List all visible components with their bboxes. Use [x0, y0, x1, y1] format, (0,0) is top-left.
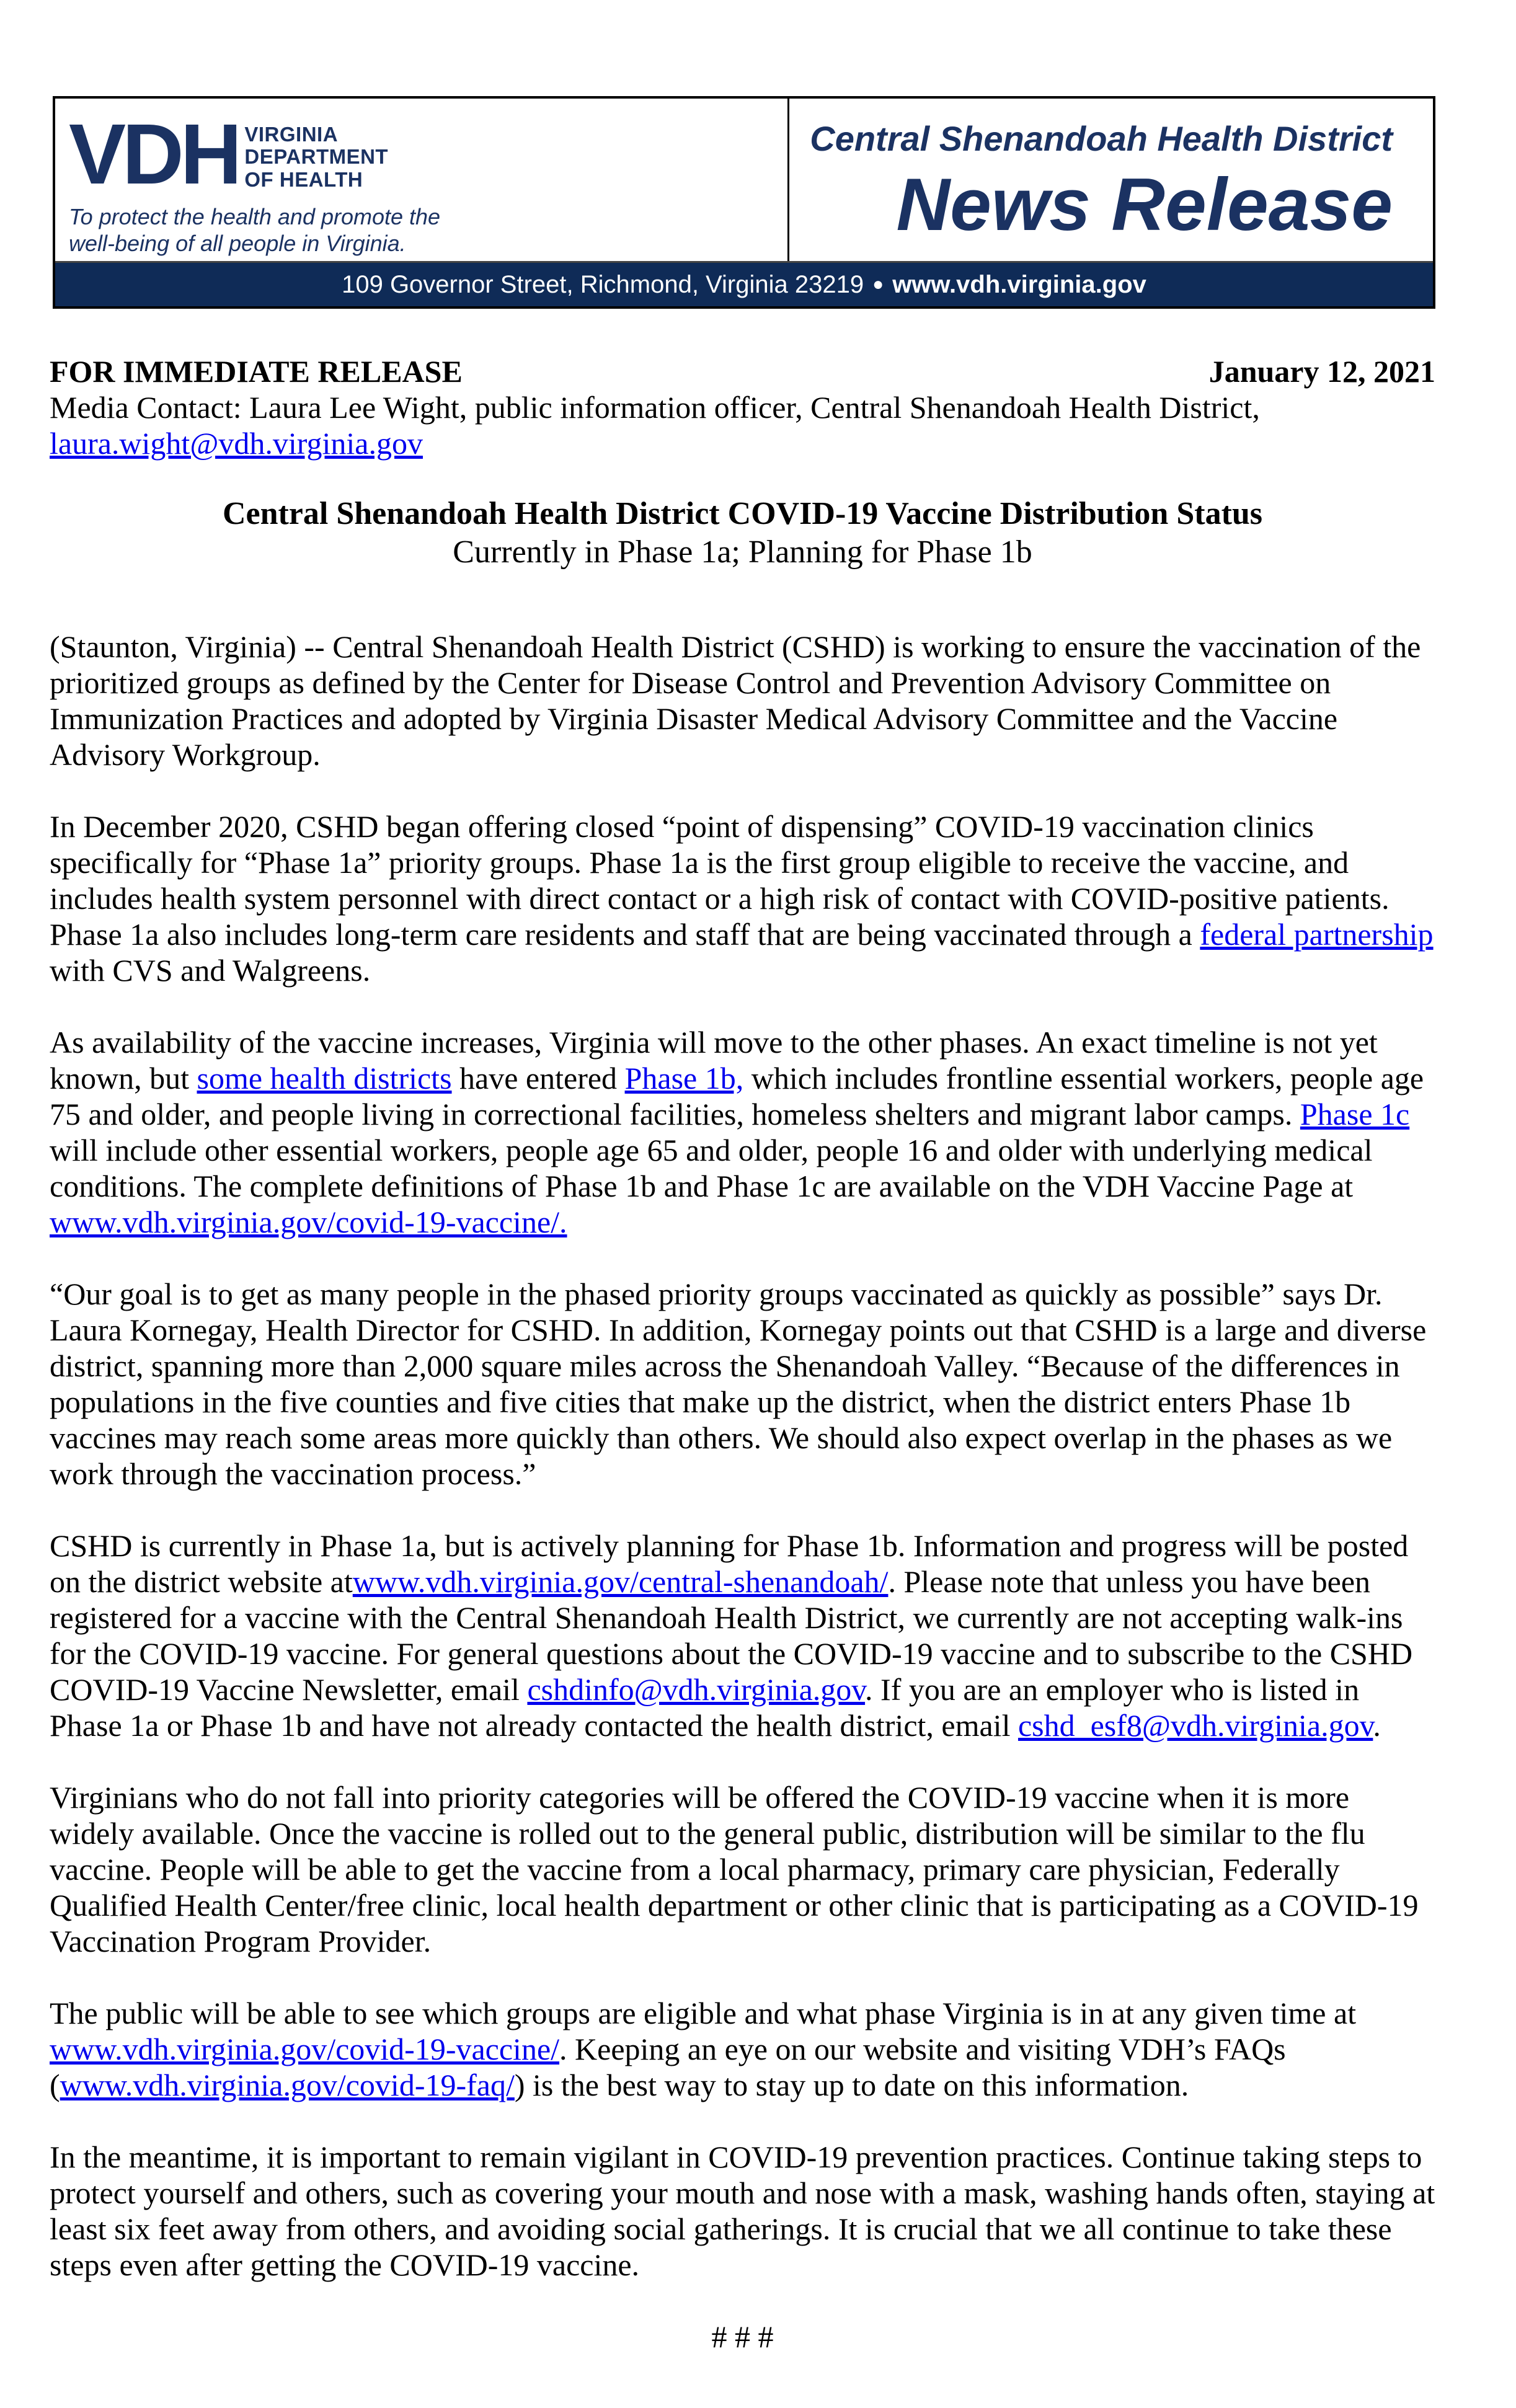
- paragraph-text: As availability of the vaccine increases, Virginia will move to the other phases. An exact timeline is not yet known, but: [50, 1025, 1378, 1096]
- vdh-logo-block: [55, 99, 789, 261]
- org-line-3: OF HEALTH: [244, 167, 363, 191]
- letterhead: [53, 96, 1435, 309]
- paragraph-text: In the meantime, it is important to remain vigilant in COVID-19 prevention practices. Continue taking steps to protect yourself and others, such as covering your mouth and nose with a mask, washing hands often, staying at least six feet away from others, and avoiding social gatherings. It is crucial that we all continue to take these steps even after getting the COVID-19 vaccine.: [50, 2140, 1435, 2282]
- release-content: [50, 353, 1435, 2355]
- paragraph-text: (Staunton, Virginia) -- Central Shenandoah Health District (CSHD) is working to ensure the vaccination of the prioritized groups as defined by the Center for Disease Control and Prevention Advisory Committee on Immunization Practices and adopted by Virginia Disaster Medical Advisory Committee and the Vaccine Advisory Workgroup.: [50, 629, 1421, 772]
- media-contact-line: Media Contact: Laura Lee Wight, public information officer, Central Shenandoah Health District,: [50, 390, 1260, 425]
- bullet-separator-icon: ●: [872, 274, 884, 294]
- title-block: [50, 495, 1435, 572]
- paragraph-text: will include other essential workers, people age 65 and older, people 16 and older with underlying medical conditions. The complete definitions of Phase 1b and Phase 1c are available on the VDH Vaccine Page at: [50, 1133, 1373, 1203]
- paragraph-text: with CVS and Walgreens.: [50, 953, 371, 988]
- paragraph-text: which includes frontline essential workers, people age 75 and older, and people living in correctional facilities, homeless shelters and migrant labor camps.: [50, 1061, 1424, 1131]
- media-contact-email-line: [50, 425, 1435, 461]
- release-label: FOR IMMEDIATE RELEASE: [50, 354, 463, 389]
- paragraph: [50, 1779, 1435, 1959]
- paragraph: [50, 1528, 1435, 1743]
- paragraph-text: have entered: [451, 1061, 625, 1096]
- paragraph-text: The public will be able to see which groups are eligible and what phase Virginia is in at any given time at: [50, 1996, 1357, 2030]
- inline-link[interactable]: federal partnership: [1200, 917, 1434, 952]
- org-line-1: VIRGINIA: [244, 123, 339, 146]
- letterhead-cells: [55, 99, 1433, 261]
- inline-link[interactable]: Phase 1c: [1300, 1097, 1410, 1131]
- media-contact-email-link[interactable]: laura.wight@vdh.virginia.gov: [50, 426, 423, 461]
- inline-link[interactable]: www.vdh.virginia.gov/covid-19-vaccine/: [50, 2032, 560, 2066]
- inline-link[interactable]: www.vdh.virginia.gov/central-shenandoah/: [352, 1564, 889, 1599]
- paragraph-text: In December 2020, CSHD began offering closed “point of dispensing” COVID-19 vaccination clinics specifically for “Phase 1a” priority groups. Phase 1a is the first group eligible to receive the vaccine, and includes health system personnel with direct contact or a high risk of contact with COVID-positive patients. Phase 1a also includes long-term care residents and staff that are being vaccinated through a: [50, 809, 1390, 952]
- paragraph: [50, 1995, 1435, 2103]
- vdh-website: www.vdh.virginia.gov: [892, 270, 1146, 298]
- body-paragraphs: [50, 629, 1435, 2283]
- paragraph: [50, 1024, 1435, 1240]
- address-text: 109 Governor Street, Richmond, Virginia 23219: [342, 270, 864, 298]
- vdh-logo-org-name: [244, 123, 388, 191]
- vdh-tagline: To protect the health and promote the well-being of all people in Virginia.: [69, 203, 441, 257]
- end-mark: # # #: [711, 2319, 774, 2354]
- release-subtitle: Currently in Phase 1a; Planning for Phase 1b: [453, 534, 1032, 570]
- inline-link[interactable]: cshdinfo@vdh.virginia.gov: [527, 1672, 866, 1707]
- release-date: January 12, 2021: [1208, 354, 1435, 389]
- district-name: Central Shenandoah Health District: [810, 118, 1393, 158]
- paragraph: [50, 1276, 1435, 1492]
- release-meta-row: [50, 353, 1435, 389]
- release-masthead: [789, 99, 1433, 261]
- paragraph-text: “Our goal is to get as many people in the phased priority groups vaccinated as quickly as possible” says Dr. Laura Kornegay, Health Director for CSHD. In addition, Kornegay points out that CSHD is a large and diverse district, spanning more than 2,000 square miles across the Shenandoah Valley. “Because of the differences in populations in the five counties and five cities that make up the district, when the district enters Phase 1b vaccines may reach some areas more quickly than others. We should also expect overlap in the phases as we work through the vaccination process.”: [50, 1277, 1427, 1491]
- paragraph-text: . If you are an employer who is listed in Phase 1a or Phase 1b and have not already contacted the health district, email: [50, 1672, 1360, 1743]
- inline-link[interactable]: cshd_esf8@vdh.virginia.gov: [1017, 1708, 1373, 1743]
- paragraph-text: .: [1373, 1708, 1381, 1743]
- paragraph-text: . Please note that unless you have been registered for a vaccine with the Central Shenandoah Health District, we currently are not accepting walk-ins for the COVID-19 vaccine. For general questions about the COVID-19 vaccine and to subscribe to the CSHD COVID-19 Vaccine Newsletter, email: [50, 1564, 1413, 1707]
- doc-type-title: News Release: [896, 162, 1393, 246]
- address-bar: [55, 261, 1433, 306]
- paragraph-text: Virginians who do not fall into priority categories will be offered the COVID-19 vaccine when it is more widely available. Once the vaccine is rolled out to the general public, distribution will be similar to the flu vaccine. People will be able to get the vaccine from a local pharmacy, primary care physician, Federally Qualified Health Center/free clinic, local health department or other clinic that is participating as a COVID-19 Vaccination Program Provider.: [50, 1780, 1419, 1959]
- paragraph: [50, 808, 1435, 988]
- paragraph: [50, 629, 1435, 772]
- paragraph-text: . Keeping an eye on our website and visiting VDH’s FAQs (: [50, 2032, 1286, 2102]
- paragraph-text: ) is the best way to stay up to date on this information.: [514, 2068, 1189, 2102]
- inline-link[interactable]: www.vdh.virginia.gov/covid-19-faq/: [60, 2068, 515, 2102]
- release-title: Central Shenandoah Health District COVID-19 Vaccine Distribution Status: [222, 496, 1263, 531]
- vdh-logo-acronym: VDH: [69, 107, 239, 202]
- inline-link[interactable]: Phase 1b,: [624, 1061, 744, 1096]
- inline-link[interactable]: some health districts: [197, 1061, 452, 1096]
- vdh-logo: [69, 107, 787, 202]
- inline-link[interactable]: www.vdh.virginia.gov/covid-19-vaccine/.: [50, 1205, 567, 1239]
- org-line-2: DEPARTMENT: [244, 145, 389, 169]
- paragraph-text: CSHD is currently in Phase 1a, but is actively planning for Phase 1b. Information and progress will be posted on the district website at: [50, 1528, 1409, 1599]
- paragraph: [50, 2139, 1435, 2283]
